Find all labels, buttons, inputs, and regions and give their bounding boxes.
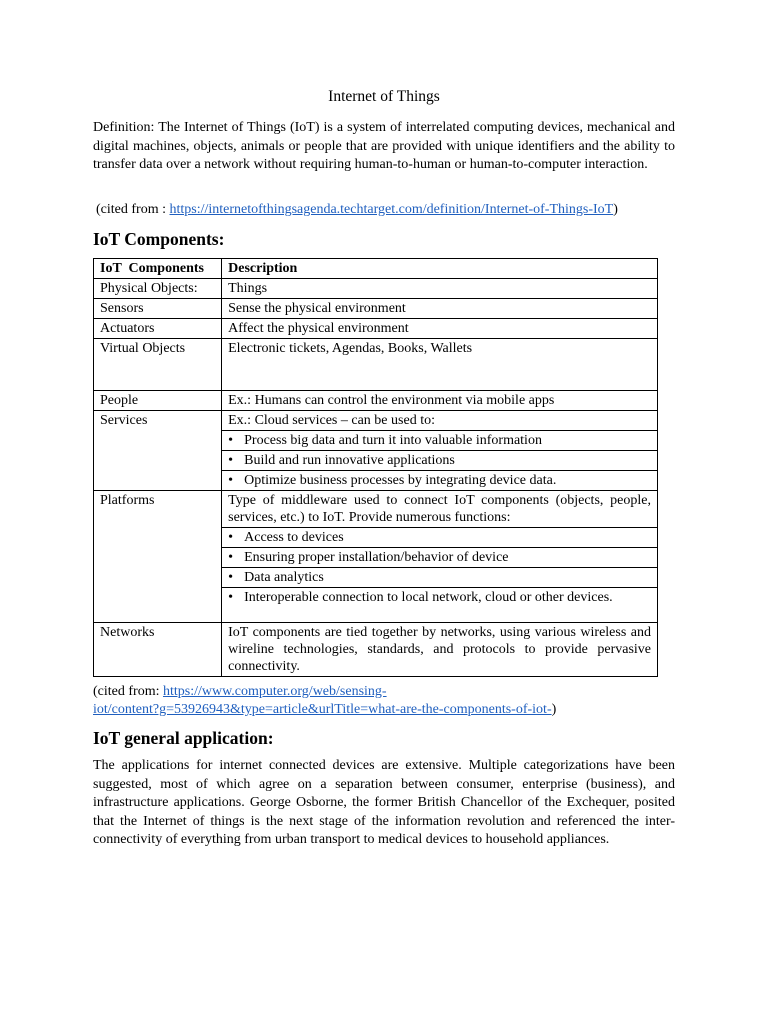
table-row bbox=[94, 491, 658, 528]
component-description: Sense the physical environment bbox=[222, 299, 658, 319]
component-name: Virtual Objects bbox=[94, 339, 222, 391]
bullet-item: • Interoperable connection to local network, cloud or other devices. bbox=[222, 588, 658, 623]
table-header-row bbox=[94, 259, 658, 279]
component-name: Platforms bbox=[94, 491, 222, 623]
citation-1-prefix: (cited from : bbox=[96, 202, 170, 217]
component-name: People bbox=[94, 391, 222, 411]
component-description: Ex.: Cloud services – can be used to: bbox=[222, 411, 658, 431]
bullet-item: • Optimize business processes by integrating device data. bbox=[222, 471, 658, 491]
bullet-item: • Build and run innovative applications bbox=[222, 451, 658, 471]
components-table bbox=[93, 258, 658, 677]
citation-1-suffix: ) bbox=[613, 202, 618, 217]
table-row bbox=[94, 391, 658, 411]
component-description: IoT components are tied together by networks, using various wireless and wireline technologies, standards, and protocols to provide pervasive connectivity. bbox=[222, 623, 658, 677]
component-name: Physical Objects: bbox=[94, 279, 222, 299]
application-paragraph: The applications for internet connected devices are extensive. Multiple categorizations have been suggested, most of which agree on a separation between consumer, enterprise (business), and infrastructure applications. George Osborne, the former British Chancellor of the Exchequer, posited that the Internet of things is the next stage of the information revolution and referenced the inter-connectivity of everything from urban transport to medical devices to household appliances. bbox=[93, 758, 675, 847]
citation-2-link-line1[interactable]: https://www.computer.org/web/sensing- bbox=[162, 684, 387, 699]
citation-2-link-line2[interactable]: iot/content?g=53926943&type=article&urlTitle=what-are-the-components-of-iot- bbox=[93, 702, 552, 717]
header-components: IoT Components bbox=[94, 259, 222, 279]
bullet-item: • Ensuring proper installation/behavior of device bbox=[222, 548, 658, 568]
component-name: Networks bbox=[94, 623, 222, 677]
table-row bbox=[94, 299, 658, 319]
table-row bbox=[94, 319, 658, 339]
citation-2-prefix: (cited from: bbox=[93, 684, 163, 699]
application-heading: IoT general application: bbox=[93, 728, 274, 748]
citation-2 bbox=[93, 683, 675, 719]
component-description: Electronic tickets, Agendas, Books, Wallets bbox=[222, 339, 658, 391]
page-title: Internet of Things bbox=[328, 88, 440, 105]
citation-1-link[interactable]: https://internetofthingsagenda.techtarget.com/definition/Internet-of-Things-IoT bbox=[169, 202, 614, 217]
bullet-item: • Data analytics bbox=[222, 568, 658, 588]
components-heading: IoT Components: bbox=[93, 229, 225, 249]
bullet-item: • Access to devices bbox=[222, 528, 658, 548]
component-description: Type of middleware used to connect IoT components (objects, people, services, etc.) to IoT. Provide numerous functions: bbox=[222, 491, 658, 528]
component-description: Affect the physical environment bbox=[222, 319, 658, 339]
table-row bbox=[94, 411, 658, 431]
bullet-item: • Process big data and turn it into valuable information bbox=[222, 431, 658, 451]
table-row bbox=[94, 339, 658, 391]
table-row bbox=[94, 623, 658, 677]
definition-paragraph: Definition: The Internet of Things (IoT) is a system of interrelated computing devices, mechanical and digital machines, objects, animals or people that are provided with unique identifiers and the ability to transfer data over a network without requiring human-to-human or human-to-computer interaction. bbox=[93, 120, 675, 172]
component-description: Things bbox=[222, 279, 658, 299]
component-name: Sensors bbox=[94, 299, 222, 319]
header-description: Description bbox=[222, 259, 658, 279]
component-name: Actuators bbox=[94, 319, 222, 339]
citation-1 bbox=[96, 201, 618, 219]
table-row bbox=[94, 279, 658, 299]
component-name: Services bbox=[94, 411, 222, 491]
component-description: Ex.: Humans can control the environment via mobile apps bbox=[222, 391, 658, 411]
citation-2-suffix: ) bbox=[551, 702, 557, 717]
